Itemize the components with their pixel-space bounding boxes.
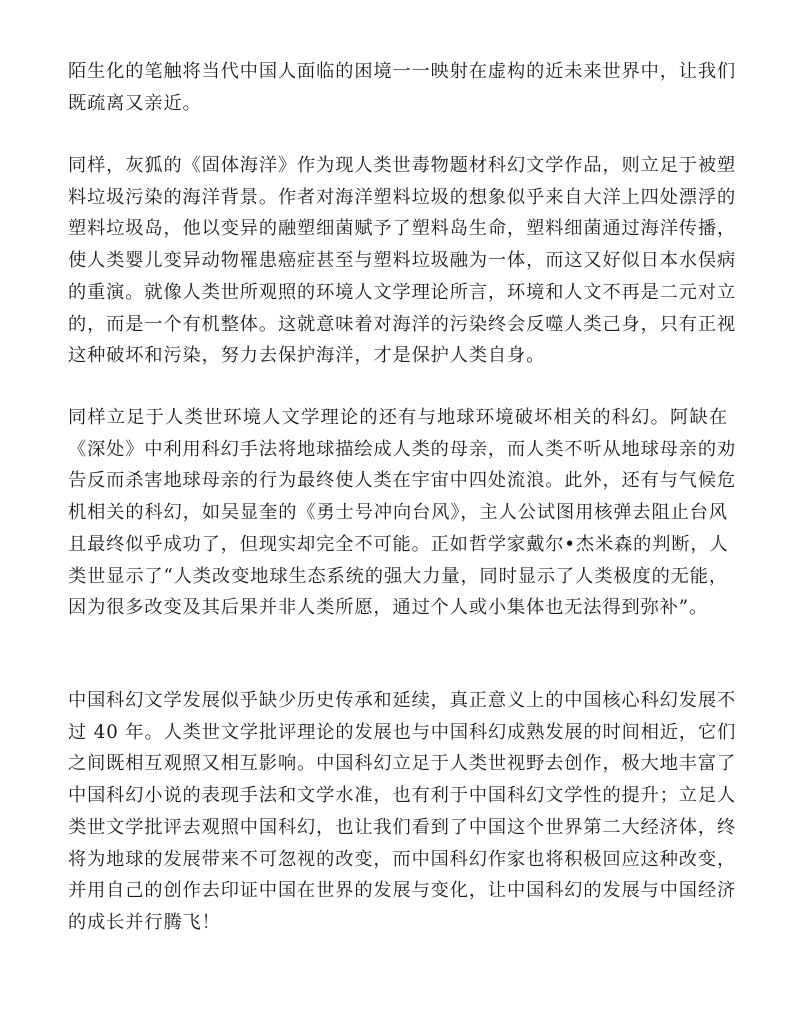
text-line: 《深处》中利用科幻手法将地球描绘成人类的母亲，而人类不听从地球母亲的劝 [68, 438, 737, 460]
text-line: 同样，灰狐的《固体海洋》作为现人类世毒物题材科幻文学作品，则立足于被塑 [68, 155, 737, 176]
text-line: 并用自己的创作去印证中国在世界的发展与变化，让中国科幻的发展与中国经济 [68, 880, 737, 902]
text-line: 中国科幻文学发展似乎缺少历史传承和延续，真正意义上的中国核心科幻发展不 [68, 690, 737, 711]
text-line: 既疏离又亲近。 [68, 92, 202, 114]
paragraph-1 [68, 56, 737, 119]
text-line: 这种破坏和污染，努力去保护海洋，才是保护人类自身。 [68, 345, 546, 367]
paragraph-4 [68, 685, 737, 939]
paragraph-3 [68, 402, 737, 624]
text-line: 过 40 年。人类世文学批评理论的发展也与中国科幻成熟发展的时间相近，它们 [68, 721, 737, 743]
text-line: 同样立足于人类世环境人文学理论的还有与地球环境破坏相关的科幻。阿缺在 [68, 407, 728, 428]
text-line: 的，而是一个有机整体。这就意味着对海洋的污染终会反噬人类己身，只有正视 [68, 313, 737, 335]
text-line: 料垃圾污染的海洋背景。作者对海洋塑料垃圾的想象似乎来自大洋上四处漂浮的 [68, 186, 737, 208]
text-line: 且最终似乎成功了，但现实却完全不可能。正如哲学家戴尔•杰米森的判断，人 [68, 533, 729, 555]
text-line: 类世文学批评去观照中国科幻，也让我们看到了中国这个世界第二大经济体，终 [68, 816, 737, 838]
text-line: 使人类婴儿变异动物罹患癌症甚至与塑料垃圾融为一体，而这又好似日本水俣病 [68, 250, 737, 272]
text-line: 将为地球的发展带来不可忽视的改变，而中国科幻作家也将积极回应这种改变， [68, 848, 737, 870]
text-line: 的重演。就像人类世所观照的环境人文学理论所言，环境和人文不再是二元对立 [68, 281, 737, 303]
text-line: 的成长并行腾飞！ [68, 911, 221, 933]
text-line: 类世显示了“人类改变地球生态系统的强大力量，同时显示了人类极度的无能， [68, 565, 728, 587]
paragraph-2 [68, 150, 737, 372]
text-line: 中国科幻小说的表现手法和文学水准，也有利于中国科幻文学性的提升；立足人 [68, 785, 737, 807]
text-line: 塑料垃圾岛，他以变异的融塑细菌赋予了塑料岛生命，塑料细菌通过海洋传播， [68, 218, 737, 240]
text-line: 陌生化的笔触将当代中国人面临的困境一一映射在虚构的近未来世界中，让我们 [68, 61, 737, 82]
text-line: 机相关的科幻，如吴显奎的《勇士号冲向台风》，主人公试图用核弹去阻止台风 [68, 502, 728, 524]
text-line: 因为很多改变及其后果并非人类所愿，通过个人或小集体也无法得到弥补”。 [68, 597, 709, 619]
text-line: 之间既相互观照又相互影响。中国科幻立足于人类世视野去创作，极大地丰富了 [68, 753, 737, 775]
text-line: 告反而杀害地球母亲的行为最终使人类在宇宙中四处流浪。此外，还有与气候危 [68, 470, 737, 492]
